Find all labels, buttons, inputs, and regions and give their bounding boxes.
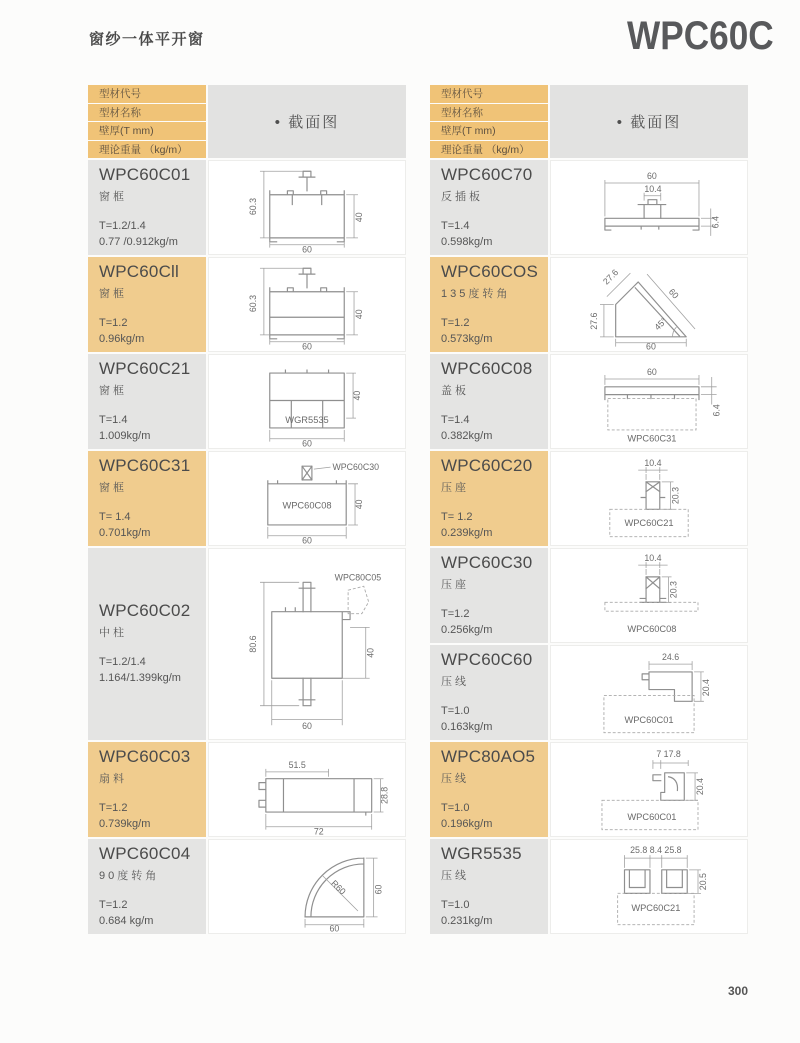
dim-height-label: 20.3 [670,486,681,505]
ref-code-label: WGR5535 [285,415,329,426]
profile-diagram-cell [550,548,748,643]
dim-height-label: 6.4 [710,216,721,229]
profile-weight: 0.196kg/m [441,817,493,830]
header-section-view: • 截面图 [208,85,406,158]
dim-height-label: 28.8 [379,786,390,804]
dim-height-label: 20.5 [697,873,708,891]
profile-meta [441,413,542,445]
dim-height2-label: 40 [351,390,362,401]
profile-meta [441,704,542,736]
profile-name: 窗框 [99,190,127,203]
profile-info-cell [430,451,548,546]
profile-meta [99,219,200,251]
profile-thickness: T=1.2 [99,316,128,329]
section-diagram-mullion [209,551,405,737]
profile-diagram-cell [550,257,748,352]
profile-weight: 0.163kg/m [441,720,493,733]
dim-width-label: 60 [302,341,312,351]
profile-meta [441,607,542,639]
section-diagram-clip-seat [551,549,747,642]
dim-height-label: 20.4 [694,777,705,796]
ref-code-label: WPC60C01 [627,811,677,822]
dim-height2-label: 40 [353,309,364,320]
header-profile-code: 型材代号 [88,85,206,104]
profile-info-cell [88,839,206,934]
section-diagram-bead [551,840,747,933]
profile-code: WGR5535 [441,843,522,863]
profile-name: 窗框 [99,384,127,397]
profile-name: 压座 [441,578,469,591]
section-diagram-bead [551,646,747,739]
profile-row [430,839,748,934]
profile-info-cell [430,257,548,352]
dim-width-label: 60 [302,438,312,448]
profile-info-cell [430,742,548,837]
header-profile-code: 型材代号 [430,85,548,104]
profile-thickness: T=1.0 [441,704,470,717]
profile-thickness: T=1.0 [441,898,470,911]
profile-name: 90度转角 [99,869,160,882]
dim-width-label: 60 [302,721,312,732]
profile-code: WPC60C03 [99,746,191,766]
profile-row [430,160,748,255]
profile-thickness: T=1.2 [99,801,128,814]
section-diagram-clip-seat [551,452,747,545]
profile-thickness: T=1.2/1.4 [99,656,146,669]
profile-row [88,160,406,255]
dim-height2-label: 40 [353,212,364,223]
profile-diagram-cell [208,354,406,449]
dim-top-label: 60 [647,367,657,378]
section-diagram-frame [209,355,405,448]
profile-info-cell [88,548,206,740]
profile-diagram-cell [550,742,748,837]
profile-row [430,354,748,449]
profile-diagram-cell [208,257,406,352]
profile-code: WPC60C30 [441,552,533,572]
profile-table-left [88,85,406,934]
profile-diagram-cell [550,645,748,740]
profile-name: 窗框 [99,287,127,300]
profile-name: 压线 [441,772,469,785]
profile-row [88,354,406,449]
profile-weight: 0.231kg/m [441,914,493,927]
profile-row [88,451,406,546]
profile-meta [99,413,200,445]
profile-row [430,645,748,740]
section-diagram-frame [209,452,405,545]
ref-code-label: WPC60C21 [624,517,674,528]
profile-thickness: T=1.4 [441,219,470,232]
header-profile-name: 型材名称 [430,104,548,123]
dim-height-label: 6.4 [711,404,722,417]
profile-thickness: T=1.2/1.4 [99,219,146,232]
profile-diagram-cell [208,742,406,837]
page-number: 300 [727,984,748,998]
page-title: 窗纱一体平开窗 [89,31,205,48]
dim-top-label: 10.4 [644,458,662,469]
profile-meta [99,510,200,542]
profile-thickness: T=1.0 [441,801,470,814]
profile-name: 压线 [441,675,469,688]
dim-height2-label: 40 [353,499,364,510]
profile-info-cell [430,160,548,255]
profile-name: 135度转角 [441,287,511,300]
section-diagram-sash [209,743,405,836]
profile-info-cell [88,257,206,352]
profile-code: WPC60C02 [99,601,191,621]
dim-height-label: 20.3 [668,581,679,599]
profile-code: WPC60C08 [441,358,533,378]
profile-row [88,742,406,837]
dim-height2-label: 40 [365,647,376,658]
profile-row [430,548,748,643]
profile-info-cell [88,742,206,837]
profile-row [430,742,748,837]
dim-radius-label: R60 [329,878,348,897]
profile-thickness: T= 1.4 [99,510,131,523]
profile-code: WPC60C60 [441,649,533,669]
profile-weight: 0.598kg/m [441,235,493,248]
profile-thickness: T=1.2 [441,316,470,329]
profile-weight: 1.009kg/m [99,429,151,442]
profile-weight: 0.573kg/m [441,332,493,345]
dim-width-label: 60 [329,923,340,933]
profile-code: WPC60C04 [99,843,191,863]
ref-code-label: WPC60C08 [627,623,677,634]
dim-top-label: 51.5 [288,759,306,770]
profile-weight: 0.256kg/m [441,623,493,636]
section-diagram-frame [209,258,405,351]
profile-name: 窗框 [99,481,127,494]
profile-name: 盖板 [441,384,469,397]
profile-diagram-cell [208,548,406,740]
dim-top-label: 60 [647,171,657,182]
dim-width-label: 60 [646,341,656,351]
profile-info-cell [88,160,206,255]
ref-code-label: WPC80C05 [334,572,382,583]
profile-weight: 0.684 kg/m [99,914,154,927]
model-code: WPC60C [627,14,774,58]
profile-diagram-cell [550,160,748,255]
table-header [88,85,406,158]
dim-top-label: 24.6 [661,652,680,663]
dim-top-label: 7 17.8 [656,749,681,760]
profile-name: 反插板 [441,190,483,203]
header-wall-thickness: 壁厚(T mm) [88,122,206,141]
dim-width-label: 60 [302,244,312,254]
profile-meta [441,801,542,833]
dim-top2-label: 10.4 [644,183,662,194]
profile-info-cell [430,645,548,740]
profile-code: WPC60C21 [99,358,191,378]
table-header-labels [88,85,206,158]
profile-thickness: T= 1.2 [441,510,473,523]
profile-meta [99,898,200,930]
profile-weight: 0.382kg/m [441,429,493,442]
profile-meta [441,898,542,930]
section-diagram-corner-90 [209,840,405,933]
profile-row [88,548,406,740]
profile-info-cell [88,354,206,449]
profile-weight: 0.96kg/m [99,332,145,345]
dim-angle-label: 45° [652,315,669,333]
profile-name: 中柱 [99,627,127,640]
profile-weight: 0.701kg/m [99,526,151,539]
profile-thickness: T=1.2 [99,898,128,911]
profile-diagram-cell [208,451,406,546]
section-diagram-corner-135 [551,258,747,351]
profile-meta [441,219,542,251]
header-profile-name: 型材名称 [88,104,206,123]
profile-weight: 0.739kg/m [99,817,151,830]
ref-code-label: WPC60C08 [282,500,332,511]
header-theoretical-weight: 理论重量 （kg/m） [430,141,548,159]
table-header-labels [430,85,548,158]
dim-height-label: 60 [373,884,384,895]
profile-code: WPC60C70 [441,164,533,184]
profile-code: WPC60C31 [99,455,191,475]
profile-name: 压座 [441,481,469,494]
dim-height-label: 60.3 [248,197,259,216]
profile-meta [99,655,200,687]
section-diagram-bead [551,743,747,836]
profile-row [430,257,748,352]
section-diagram-insert-plate [551,161,747,254]
ref-code-label: WPC60C31 [627,433,677,444]
profile-weight: 1.164/1.399kg/m [99,672,181,684]
profile-row [88,839,406,934]
profile-code: WPC60C01 [99,164,191,184]
header-theoretical-weight: 理论重量 （kg/m） [88,141,206,159]
table-header [430,85,748,158]
profile-info-cell [430,839,548,934]
profile-thickness: T=1.2 [441,607,470,620]
dim-height-label: 80.6 [248,635,259,653]
header-wall-thickness: 壁厚(T mm) [430,122,548,141]
header-section-view: • 截面图 [550,85,748,158]
profile-code: WPC60COS [441,261,539,281]
profile-info-cell [430,354,548,449]
profile-meta [99,801,200,833]
profile-diagram-cell [550,839,748,934]
profile-name: 扇料 [99,772,127,785]
profile-meta [441,510,542,542]
section-diagram-frame [209,161,405,254]
ref-code-label: WPC60C01 [624,714,674,725]
dim-height-label: 60.3 [248,294,259,313]
section-diagram-cover-plate [551,355,747,448]
profile-table-right [430,85,748,934]
dim-width-label: 72 [313,826,324,836]
dim-height-label: 27.6 [589,312,600,330]
profile-info-cell [88,451,206,546]
profile-weight: 0.77 /0.912kg/m [99,235,178,248]
profile-thickness: T=1.4 [441,413,470,426]
profile-info-cell [430,548,548,643]
dim-top-label: 25.8 8.4 25.8 [630,845,682,856]
profile-meta [99,316,200,348]
dim-hypotenuse-label: 60 [666,286,681,301]
profile-diagram-cell [208,839,406,934]
profile-name: 压线 [441,869,469,882]
profile-thickness: T=1.4 [99,413,128,426]
dim-slant-label: 27.6 [601,267,621,287]
ref-code-label: WPC60C30 [332,462,380,473]
profile-diagram-cell [208,160,406,255]
dim-top-label: 10.4 [644,553,662,564]
profile-code: WPC60Cll [99,261,180,281]
profile-code: WPC60C20 [441,455,533,475]
profile-row [88,257,406,352]
profile-meta [441,316,542,348]
profile-code: WPC80AO5 [441,746,536,766]
profile-row [430,451,748,546]
profile-diagram-cell [550,451,748,546]
profile-diagram-cell [550,354,748,449]
ref-code-label: WPC60C21 [631,903,681,913]
dim-height-label: 20.4 [700,679,711,697]
profile-weight: 0.239kg/m [441,526,493,539]
dim-width-label: 60 [302,535,312,545]
